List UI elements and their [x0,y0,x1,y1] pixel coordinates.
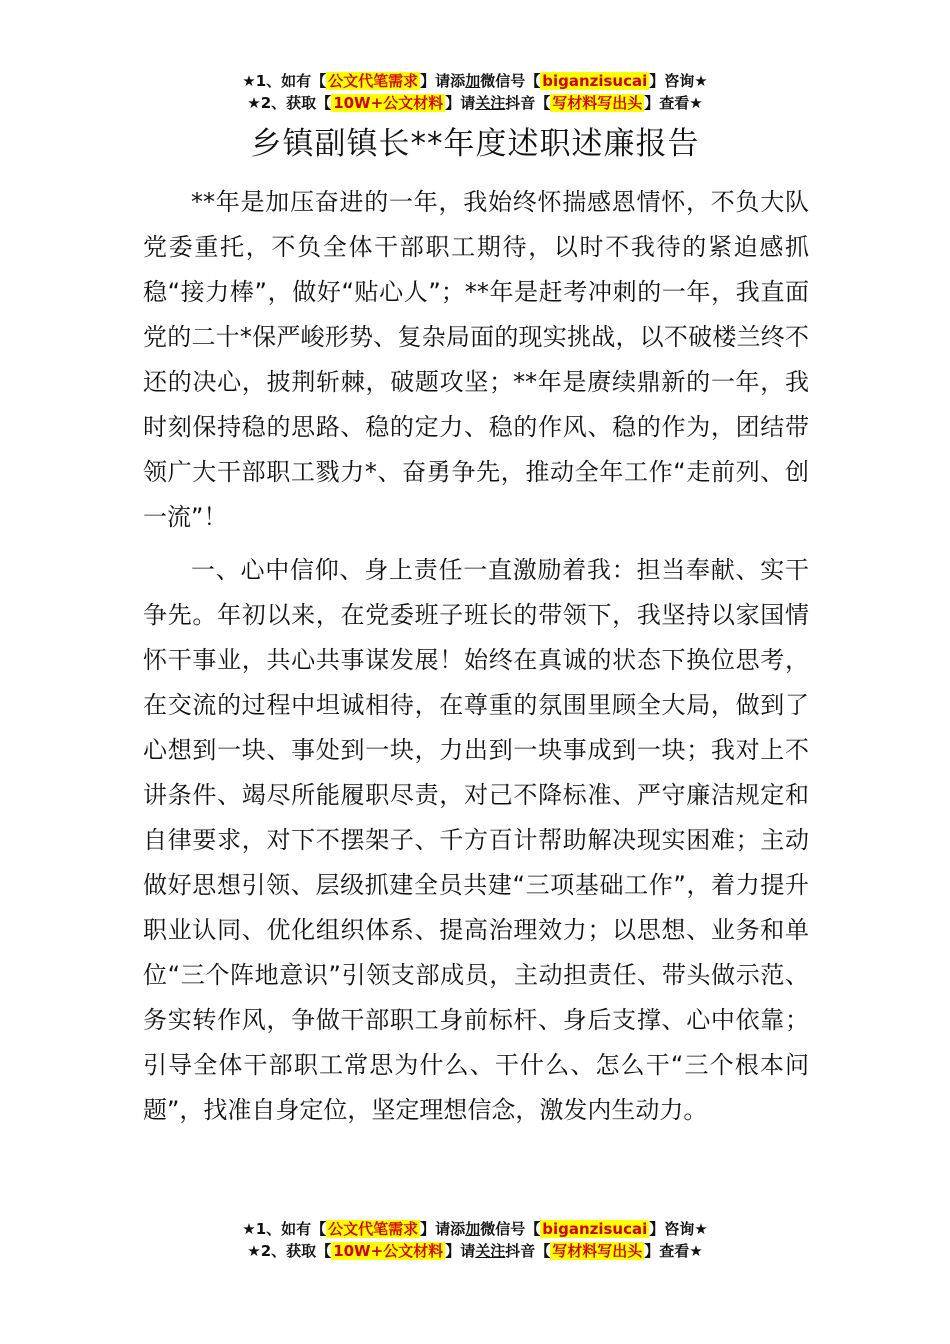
highlight-text: 公文代笔需求 [328,72,419,90]
star-icon: ★ [247,94,261,112]
underlined-text: 关注 [475,94,506,112]
underlined-text: 关注 [475,1242,506,1260]
banner-text: 抖音【 [505,1242,551,1260]
banner-text: 1、如有【 [255,72,327,90]
highlight-text: 写材料写出头 [552,94,643,112]
highlight-text: 10W+公文材料 [333,94,444,112]
banner-text: 2、获取【 [260,94,332,112]
banner-text: 抖音【 [505,94,551,112]
highlight-text: 写材料写出头 [552,1242,643,1260]
underlined-text: 加 [465,72,481,90]
footer-banner [0,1218,950,1262]
banner-text: 】咨询★ [649,1220,708,1238]
underlined-text: 加 [465,1220,481,1238]
banner-line-2 [0,1240,950,1262]
star-icon: ★ [242,72,256,90]
banner-text: 】请 [445,94,476,112]
banner-text: 】咨询★ [649,72,708,90]
banner-line-2 [0,92,950,114]
paragraph: **年是加压奋进的一年，我始终怀揣感恩情怀，不负大队党委重托，不负全体干部职工期待，以时不我待的紧迫感抓稳“接力棒”，做好“贴心人”；**年是赶考冲刺的一年，我直面党的二十*保严峻形势、复杂局面的现实挑战，以不破楼兰终不还的决心，披荆斩棘，破题攻坚；**年是赓续鼎新的一年，我时刻保持稳的思路、稳的定力、稳的作风、稳的作为，团结带领广大干部职工戮力*、奋勇争先，推动全年工作“走前列、创一流”！ [143,188,809,531]
highlight-text: 公文代笔需求 [328,1220,419,1238]
banner-text: 1、如有【 [255,1220,327,1238]
banner-text: 2、获取【 [260,1242,332,1260]
highlight-text: biganzisucai [542,72,648,90]
document-body [143,180,809,1141]
header-banner [0,70,950,114]
highlight-text: 10W+公文材料 [333,1242,444,1260]
banner-text: 】请添 [420,1220,466,1238]
highlight-text: biganzisucai [542,1220,648,1238]
banner-text: 微信号【 [480,72,541,90]
banner-text: 】请 [445,1242,476,1260]
document-title: 乡镇副镇长**年度述职述廉报告 [250,126,700,162]
star-icon: ★ [242,1220,256,1238]
star-icon: ★ [247,1242,261,1260]
banner-line-1 [0,70,950,92]
paragraph: 一、心中信仰、身上责任一直激励着我：担当奉献、实干争先。年初以来，在党委班子班长的带领下，我坚持以家国情怀干事业，共心共事谋发展！始终在真诚的状态下换位思考，在交流的过程中坦诚相待，在尊重的氛围里顾全大局，做到了心想到一块、事处到一块，力出到一块事成到一块；我对上不讲条件、竭尽所能履职尽责，对己不降标准、严守廉洁规定和自律要求，对下不摆架子、千方百计帮助解决现实困难；主动做好思想引领、层级抓建全员共建“三项基础工作”，着力提升职业认同、优化组织体系、提高治理效力；以思想、业务和单位“三个阵地意识”引领支部成员，主动担责任、带头做示范、务实转作风，争做干部职工身前标杆、身后支撑、心中依靠；引导全体干部职工常思为什么、干什么、怎么干“三个根本问题”，找准自身定位，坚定理想信念，激发内生动力。 [143,556,809,1124]
banner-text: 】请添 [420,72,466,90]
banner-text: 】查看★ [644,1242,703,1260]
banner-text: 】查看★ [644,94,703,112]
banner-text: 微信号【 [480,1220,541,1238]
banner-line-1 [0,1218,950,1240]
